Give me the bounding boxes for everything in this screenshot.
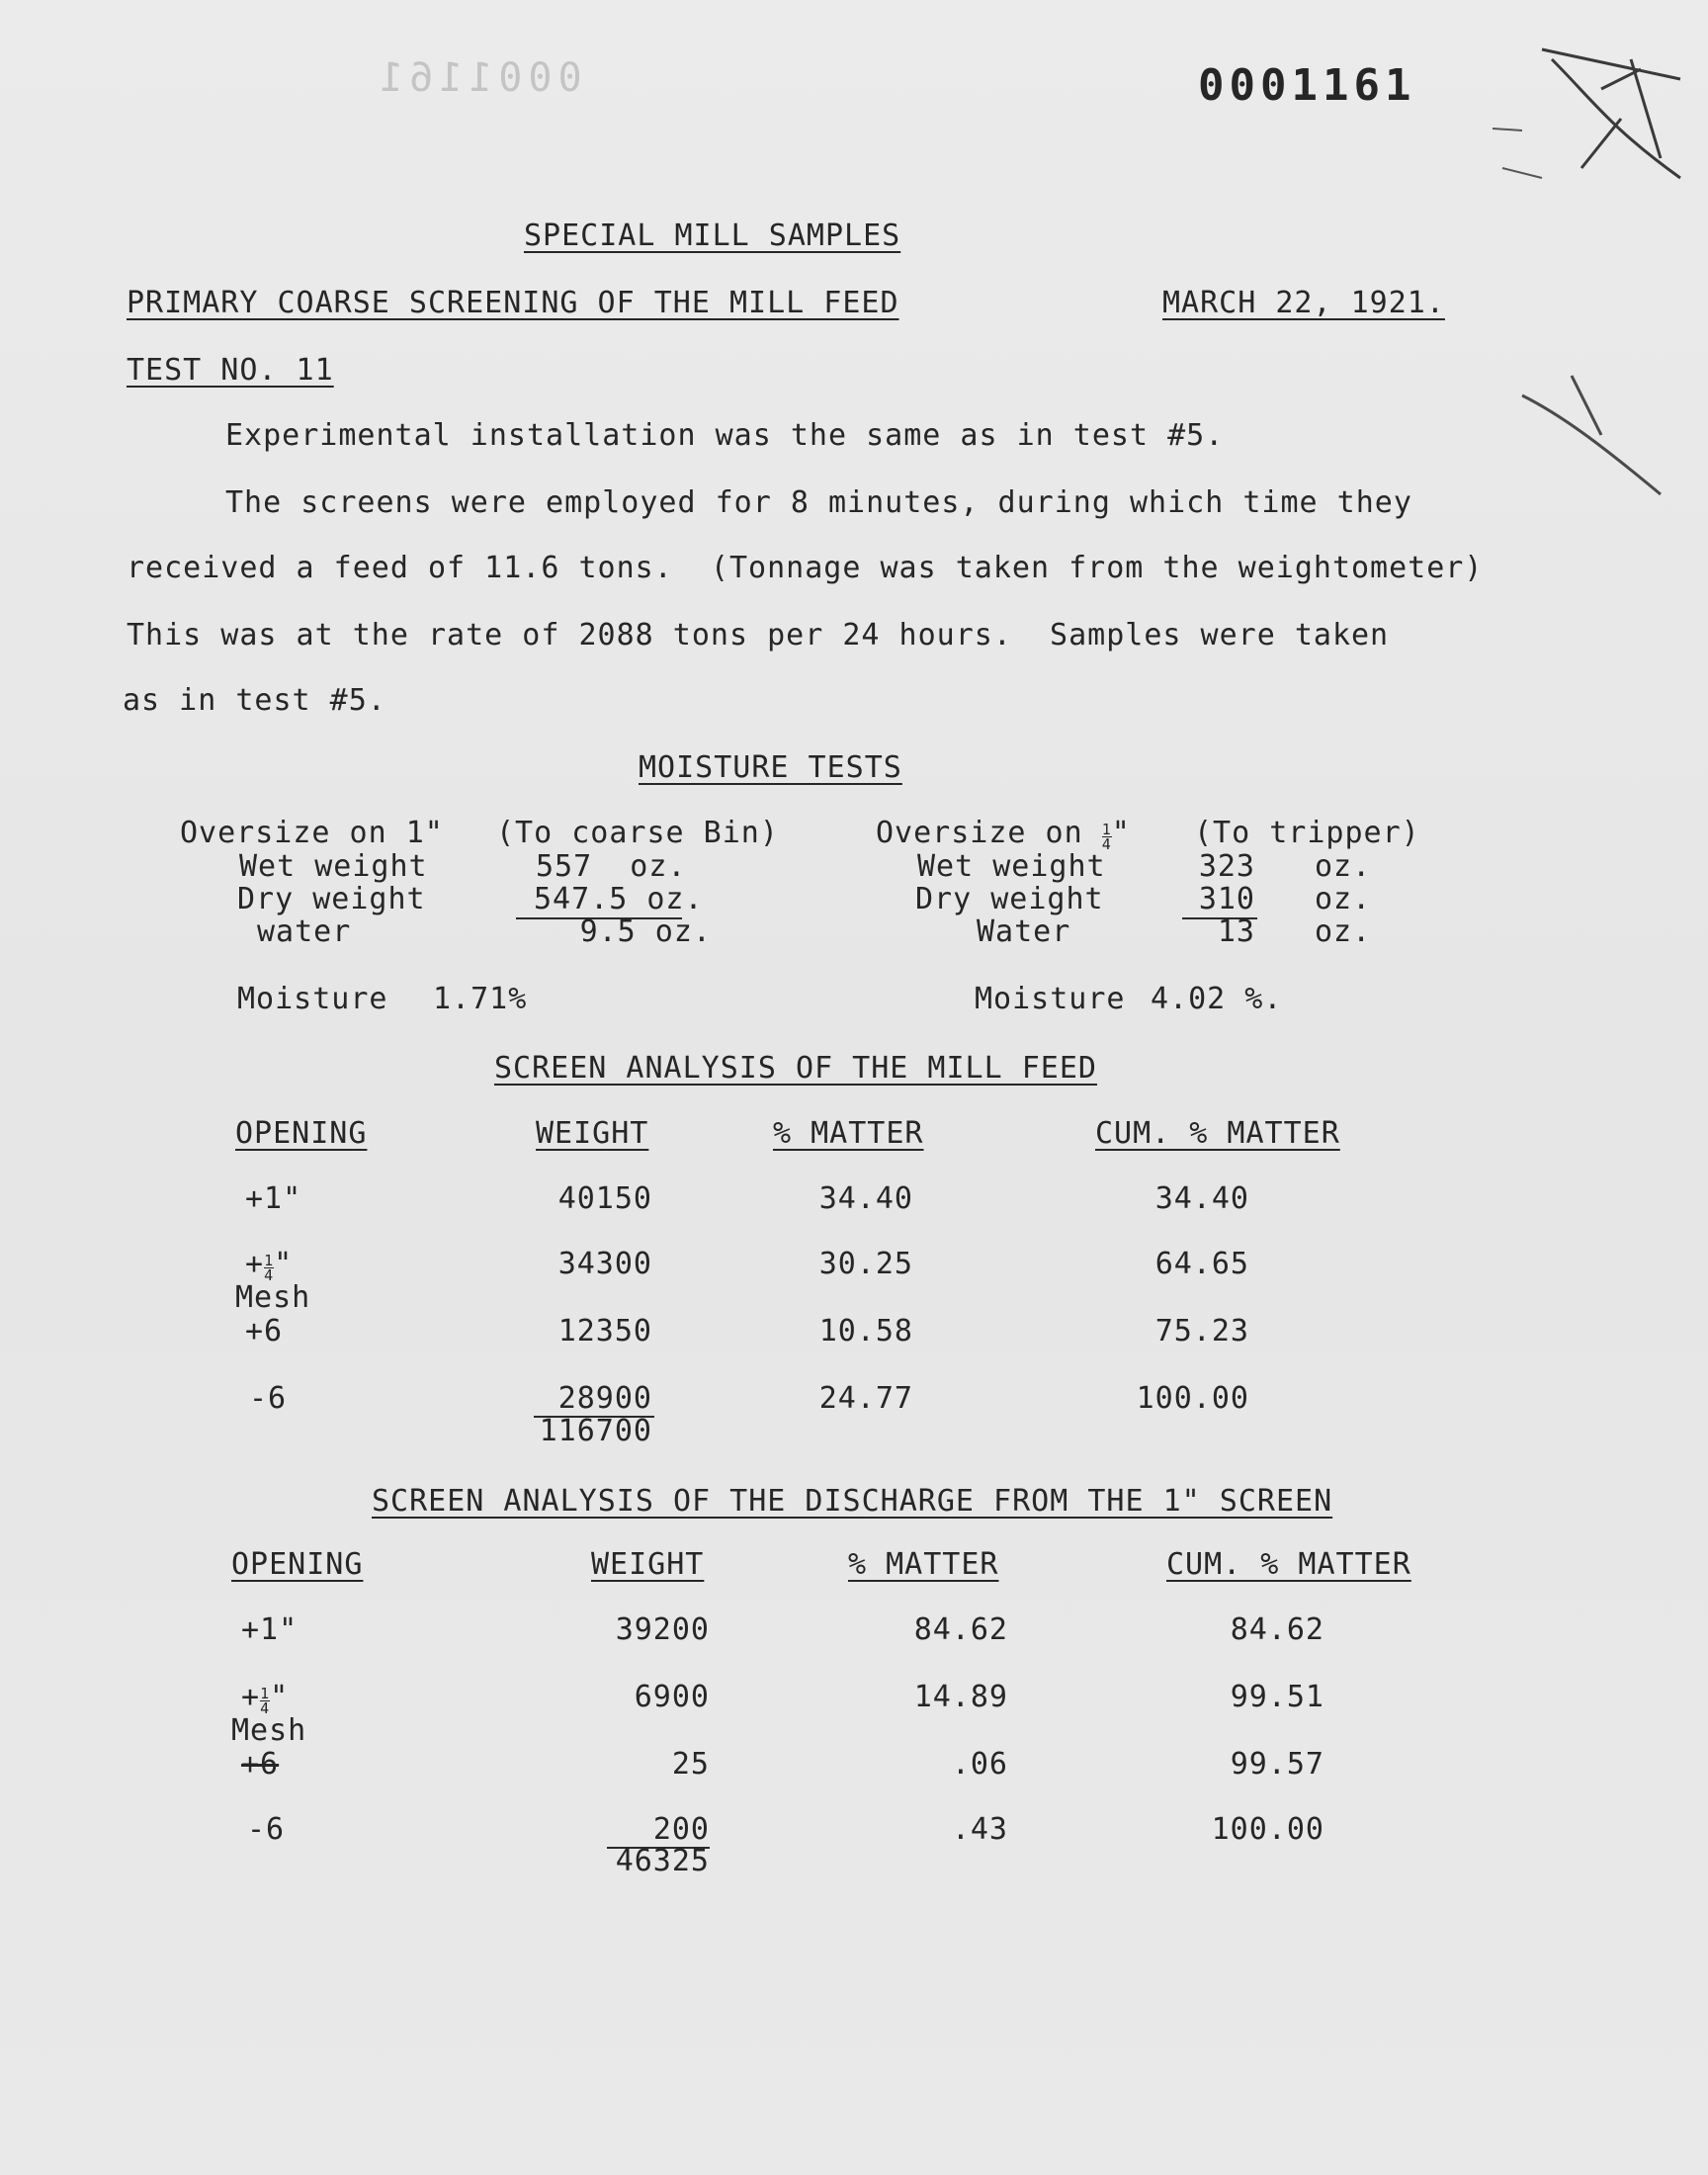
mesh-label: Mesh (231, 1713, 307, 1748)
table-row-matter: 14.89 (913, 1680, 1008, 1714)
left-dry-label: Dry weight (237, 882, 426, 916)
right-water-value: 13 (1217, 914, 1255, 949)
table2-header-weight: WEIGHT (591, 1547, 705, 1582)
paragraph-line: The screens were employed for 8 minutes, during which time they (225, 485, 1412, 520)
right-title-prefix: Oversize on (876, 816, 1083, 850)
right-dry-label: Dry weight (915, 882, 1104, 916)
right-dry-unit: oz. (1315, 882, 1372, 916)
table1-header-cum: CUM. % MATTER (1095, 1116, 1340, 1151)
right-water-unit: oz. (1315, 914, 1372, 949)
table-row-opening: +1" (245, 1181, 302, 1216)
table-row-matter: 34.40 (818, 1181, 913, 1216)
table-row-weight: 6900 (634, 1680, 710, 1714)
moisture-right-title (876, 817, 1131, 851)
table2-heading: SCREEN ANALYSIS OF THE DISCHARGE FROM THE 1" SCREEN (372, 1484, 1333, 1519)
document-number-stamp: 0001161 (1198, 60, 1416, 111)
moisture-left-dest: (To coarse Bin) (496, 816, 779, 850)
paragraph-line: This was at the rate of 2088 tons per 24 hours. Samples were taken (127, 618, 1390, 652)
left-water-label: water (257, 914, 352, 949)
left-water-value: 9.5 oz. (579, 914, 712, 949)
page-title: SPECIAL MILL SAMPLES (524, 218, 901, 253)
table-row-opening: +1" (241, 1612, 299, 1647)
table-row-cum: 99.51 (1230, 1680, 1324, 1714)
table-row-matter: 24.77 (818, 1381, 913, 1416)
table2-total: 46325 (615, 1844, 710, 1878)
table-row-weight: 39200 (615, 1612, 710, 1647)
table-row-cum: 84.62 (1230, 1612, 1324, 1647)
quarter-inch-fraction: $\frac{1}{4}$ (260, 1685, 271, 1717)
table2-header-opening: OPENING (231, 1547, 364, 1582)
left-wet-value: 557 oz. (536, 849, 687, 884)
table-row-weight: 12350 (557, 1314, 652, 1348)
margin-scribble (1512, 366, 1670, 504)
table-row-cum: 34.40 (1154, 1181, 1249, 1216)
table2-header-cum: CUM. % MATTER (1166, 1547, 1411, 1582)
moisture-heading: MOISTURE TESTS (639, 750, 902, 785)
table1-header-opening: OPENING (235, 1116, 368, 1151)
moisture-left-title: Oversize on 1" (180, 816, 444, 850)
paragraph-line: as in test #5. (123, 683, 386, 718)
table-row-weight: 200 (652, 1812, 710, 1847)
table-row-matter: 10.58 (818, 1314, 913, 1348)
table-row-matter: .06 (951, 1747, 1008, 1782)
table-row-cum: 99.57 (1230, 1747, 1324, 1782)
test-number: TEST NO. 11 (127, 353, 334, 388)
quarter-inch-fraction: $\frac{1}{4}$ (1101, 821, 1112, 853)
table2-header-matter: % MATTER (848, 1547, 999, 1582)
table-row-matter: 84.62 (913, 1612, 1008, 1647)
corner-scribble (1483, 20, 1700, 198)
right-wet-unit: oz. (1315, 849, 1372, 884)
table-row-opening: + $\frac{1}{4}$ " (245, 1247, 294, 1284)
table-row-cum: 100.00 (1211, 1812, 1324, 1847)
table-row-weight: 40150 (557, 1181, 652, 1216)
table-row-opening: -6 (247, 1812, 286, 1847)
table-row-matter: .43 (951, 1812, 1008, 1847)
quarter-inch-fraction: $\frac{1}{4}$ (264, 1252, 275, 1284)
date: MARCH 22, 1921. (1162, 286, 1445, 320)
table-row-opening: +6 (245, 1314, 284, 1348)
right-moisture-value: 4.02 %. (1151, 982, 1283, 1016)
table-row-weight: 28900 (557, 1381, 652, 1416)
left-wet-label: Wet weight (239, 849, 428, 884)
mesh-label: Mesh (235, 1280, 311, 1315)
table-row-cum: 100.00 (1136, 1381, 1249, 1416)
table-row-weight: 34300 (557, 1247, 652, 1281)
table-row-opening: + $\frac{1}{4}$ " (241, 1680, 290, 1717)
table-row-weight: 25 (671, 1747, 710, 1782)
table-row-cum: 75.23 (1154, 1314, 1249, 1348)
left-dry-value: 547.5 oz. (534, 882, 704, 916)
right-dry-value: 310 (1198, 882, 1255, 916)
paragraph-line: received a feed of 11.6 tons. (Tonnage was taken from the weightometer) (127, 551, 1484, 585)
table-row-opening: +6 (241, 1747, 280, 1782)
right-title-suffix: " (1111, 816, 1131, 850)
table-row-matter: 30.25 (818, 1247, 913, 1281)
ghost-stamp: 0001161 (374, 55, 582, 101)
left-moisture-value: 1.71% (433, 982, 528, 1016)
right-wet-label: Wet weight (917, 849, 1106, 884)
moisture-right-dest: (To tripper) (1194, 816, 1420, 850)
table1-header-matter: % MATTER (773, 1116, 924, 1151)
left-moisture-label: Moisture (237, 982, 388, 1016)
right-wet-value: 323 (1198, 849, 1255, 884)
table1-header-weight: WEIGHT (536, 1116, 649, 1151)
right-moisture-label: Moisture (975, 982, 1126, 1016)
table-row-cum: 64.65 (1154, 1247, 1249, 1281)
paragraph-line: Experimental installation was the same as in test #5. (225, 418, 1225, 453)
right-water-label: Water (977, 914, 1071, 949)
subtitle: PRIMARY COARSE SCREENING OF THE MILL FEED (127, 286, 899, 320)
table-row-opening: -6 (249, 1381, 288, 1416)
table1-heading: SCREEN ANALYSIS OF THE MILL FEED (494, 1051, 1097, 1086)
table1-total: 116700 (539, 1414, 652, 1448)
